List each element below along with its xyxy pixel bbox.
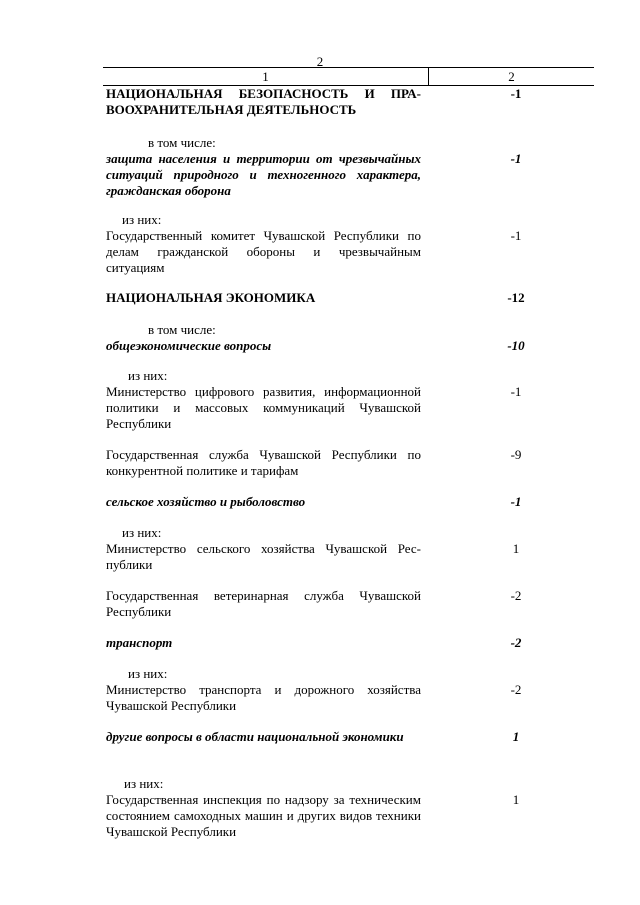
row-value: 1 <box>512 541 520 556</box>
row-value: 1 <box>512 792 520 807</box>
row-label: Государственная ветеринарная служба Чувашской Республики <box>106 588 421 619</box>
header-col-1: 1 <box>103 68 429 85</box>
row-label: Государственный комитет Чувашской Республики по делам гражданской обороны и чрезвычайным ситуациям <box>106 228 421 275</box>
row-label: НАЦИОНАЛЬНАЯ ЭКОНОМИКА <box>106 290 316 305</box>
row-label: НАЦИОНАЛЬНАЯ БЕЗОПАСНОСТЬ И ПРАВООХРАНИТЕЛЬНАЯ ДЕЯТЕЛЬНОСТЬ <box>106 86 421 117</box>
table-header <box>103 67 594 86</box>
row-label: Министерство цифрового развития, информационной политики и массовых коммуникаций Чувашской Республики <box>106 384 421 431</box>
sub-label: в том числе: <box>148 135 216 150</box>
page-number: 2 <box>316 54 324 69</box>
sub-label: в том числе: <box>148 322 216 337</box>
row-label: Министерство транспорта и дорожного хозяйства Чувашской Республики <box>106 682 421 713</box>
row-label: Министерство сельского хозяйства Чувашской Республики <box>106 541 421 572</box>
sub-label: из них: <box>128 368 168 383</box>
row-label: транспорт <box>106 635 173 650</box>
row-value: -10 <box>507 338 525 353</box>
row-value: -1 <box>510 228 522 243</box>
row-label: общеэкономические вопросы <box>106 338 272 353</box>
sub-label: из них: <box>124 776 164 791</box>
row-value: -1 <box>510 86 522 101</box>
row-label: Государственная инспекция по надзору за техническим состоянием самоходных машин и других видов техники Чувашской Республики <box>106 792 421 839</box>
sub-label: из них: <box>122 212 162 227</box>
header-col-2: 2 <box>508 69 515 84</box>
row-value: -2 <box>510 635 522 650</box>
row-value: -1 <box>510 151 522 166</box>
row-value: -1 <box>510 384 522 399</box>
row-label: Государственная служба Чувашской Республики по конкурентной политике и тарифам <box>106 447 421 478</box>
row-value: -1 <box>510 494 522 509</box>
row-value: -9 <box>510 447 522 462</box>
row-value: -12 <box>507 290 525 305</box>
row-label: сельское хозяйство и рыболовство <box>106 494 306 509</box>
row-label: защита населения и территории от чрезвычайных ситуаций природного и техногенного характера, гражданская оборона <box>106 151 421 198</box>
sub-label: из них: <box>128 666 168 681</box>
sub-label: из них: <box>122 525 162 540</box>
row-value: 1 <box>512 729 520 744</box>
row-value: -2 <box>510 588 522 603</box>
row-value: -2 <box>510 682 522 697</box>
row-label: другие вопросы в области национальной экономики <box>106 729 404 744</box>
